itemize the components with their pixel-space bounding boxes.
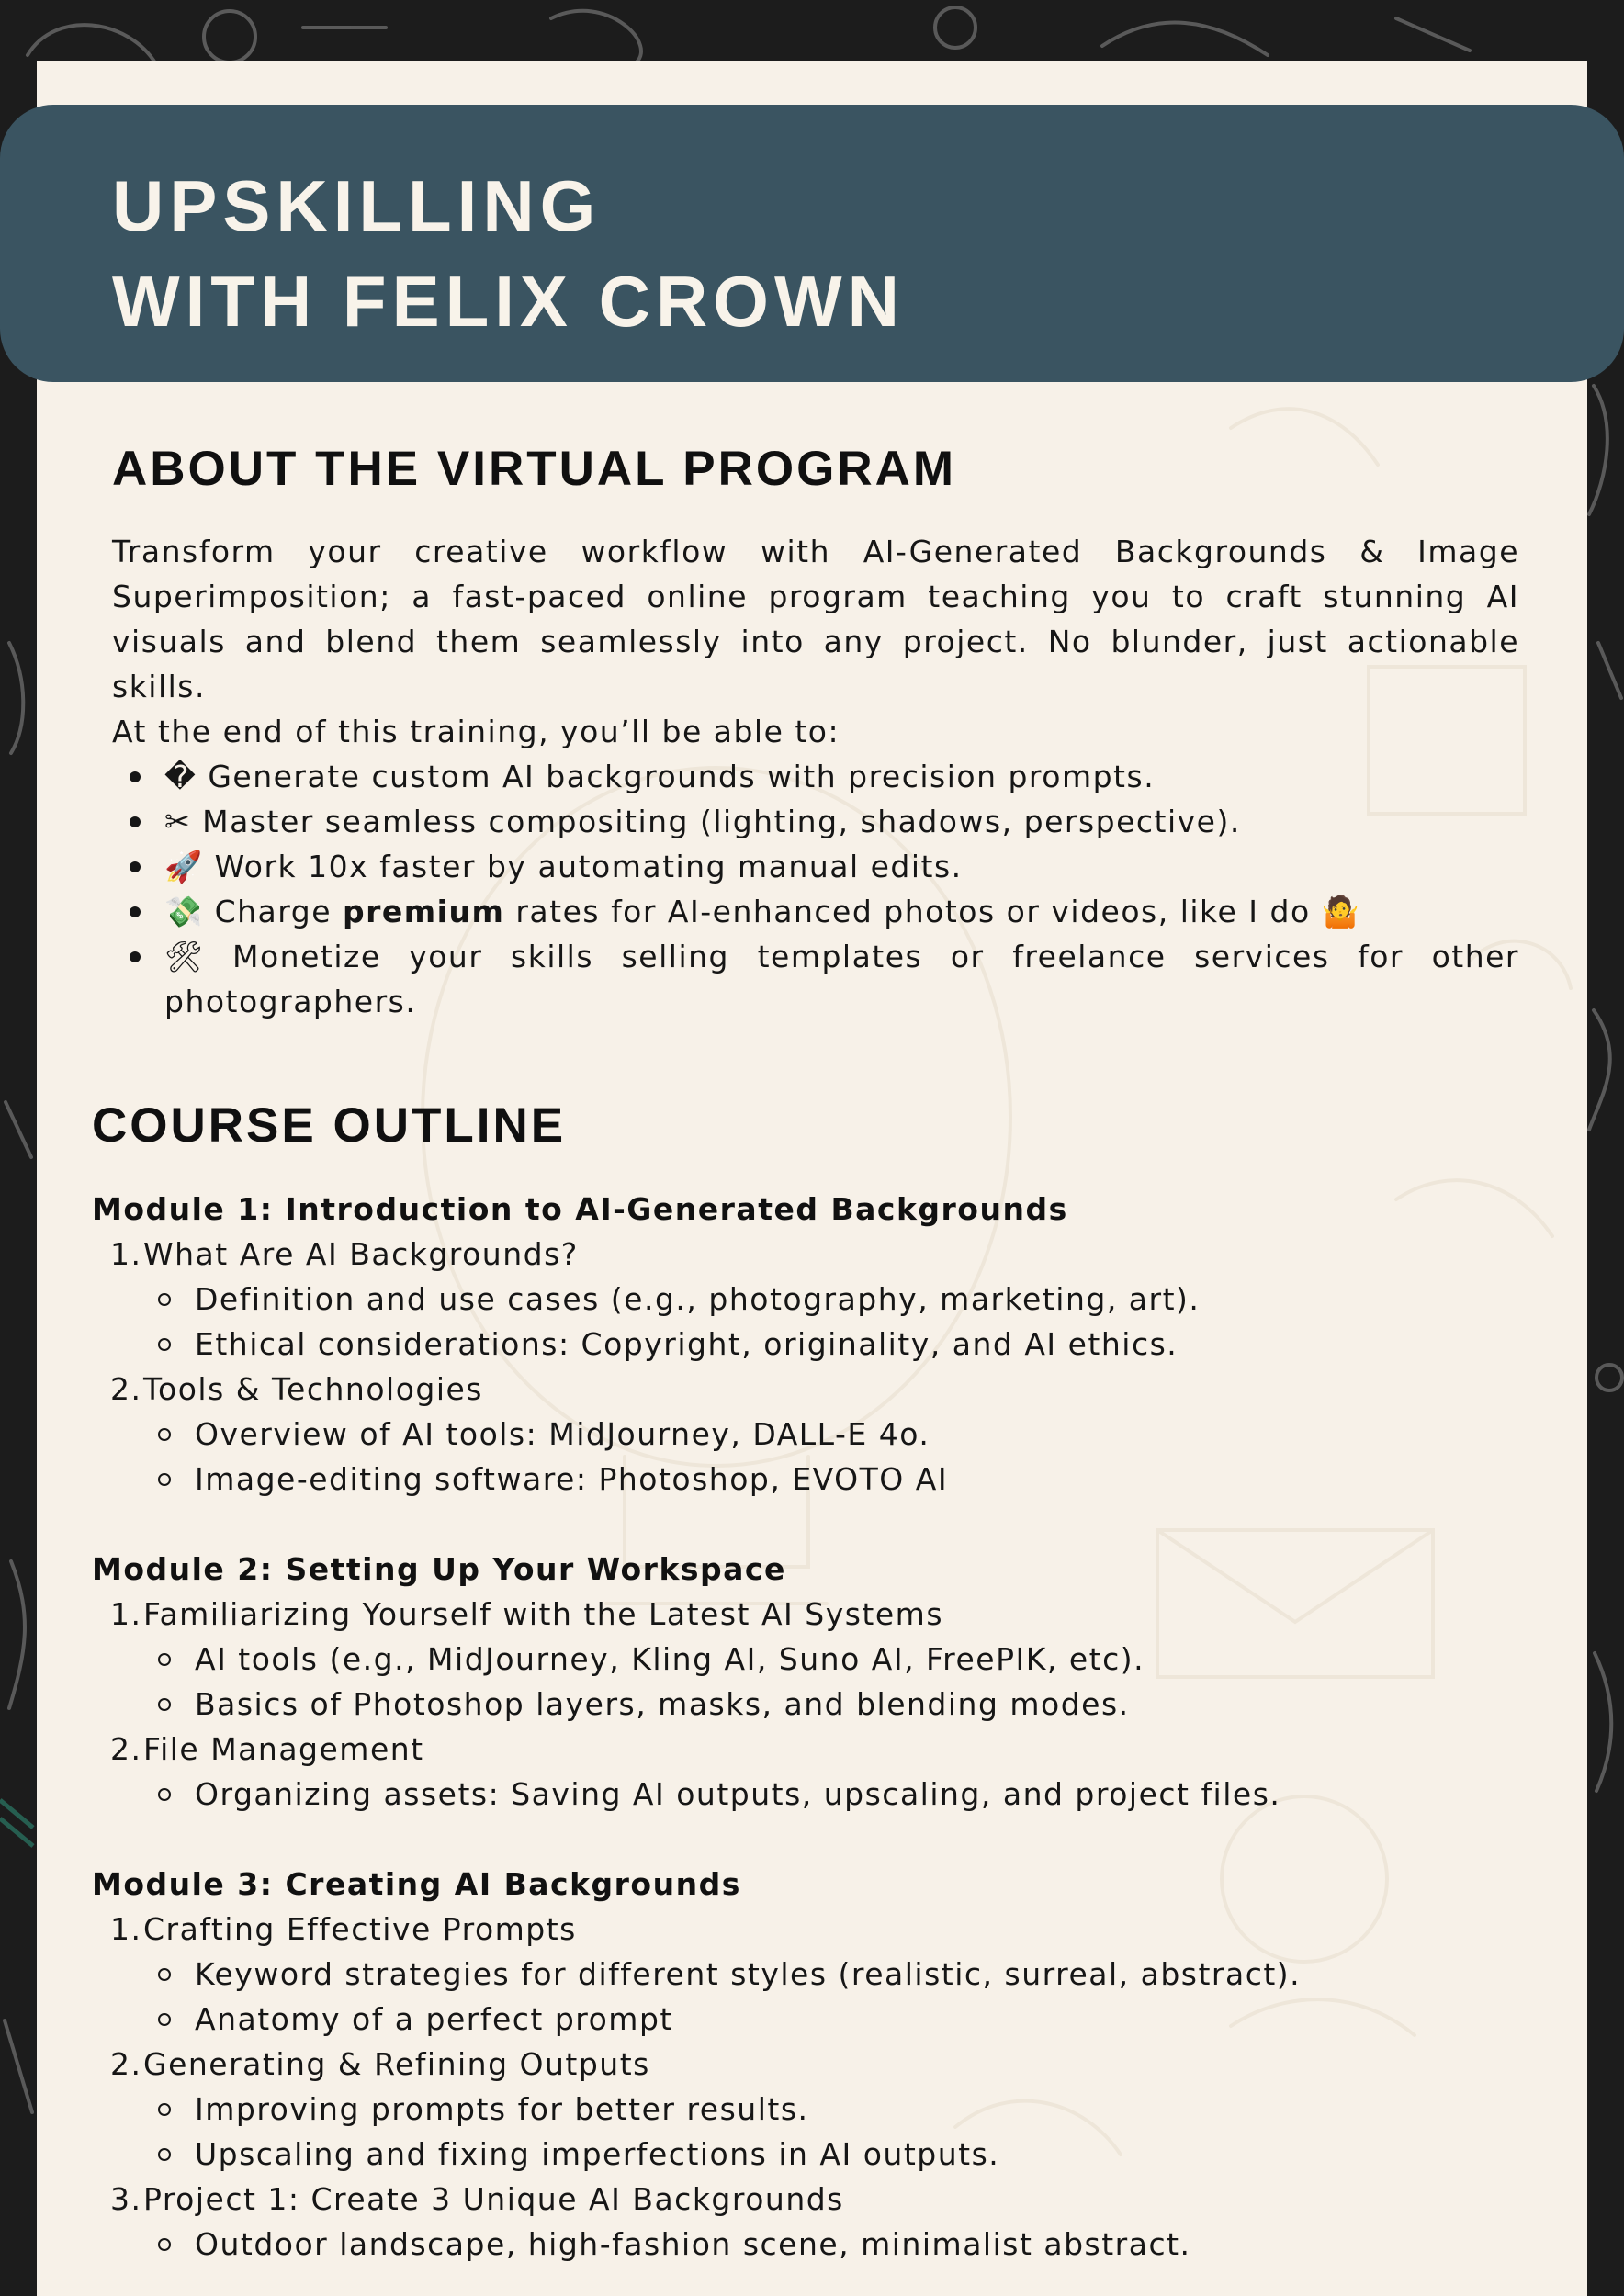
subtopic-item: Definition and use cases (e.g., photography, marketing, art). bbox=[92, 1277, 1525, 1322]
module-3 bbox=[92, 1862, 1525, 2267]
course-outline-heading: COURSE OUTLINE bbox=[92, 1098, 567, 1153]
topic-number: 1. bbox=[110, 1236, 142, 1272]
money-wings-icon: 💸 bbox=[164, 894, 204, 929]
outcomes-list bbox=[112, 754, 1519, 1024]
topic-label: Familiarizing Yourself with the Latest AI Systems bbox=[143, 1596, 944, 1632]
rocket-icon: 🚀 bbox=[164, 849, 204, 884]
banner-title-line-1: UPSKILLING bbox=[112, 165, 602, 246]
module-1 bbox=[92, 1187, 1525, 1502]
subtopic-item: Keyword strategies for different styles (realistic, surreal, abstract). bbox=[92, 1952, 1525, 1997]
topic-label: Generating & Refining Outputs bbox=[143, 2046, 650, 2082]
outcome-text-start: Charge bbox=[203, 894, 343, 929]
scissors-icon: ✂ bbox=[164, 804, 192, 839]
about-intro-paragraph: Transform your creative workflow with AI-Generated Backgrounds & Image Superimposition; a fast-paced online program teaching you to craft stunning AI visuals and blend them seamlessly into any project. No blunder, just actionable skills. bbox=[112, 534, 1519, 704]
outcome-item bbox=[112, 889, 1519, 934]
module-title: Module 3: Creating AI Backgrounds bbox=[92, 1866, 741, 1902]
topic-number: 3. bbox=[110, 2181, 142, 2217]
topic-item bbox=[92, 1367, 1525, 1412]
topic-item bbox=[92, 1727, 1525, 1772]
subtopic-item: Overview of AI tools: MidJourney, DALL-E 4o. bbox=[92, 1412, 1525, 1457]
subtopic-item: Improving prompts for better results. bbox=[92, 2087, 1525, 2132]
topic-item bbox=[92, 1907, 1525, 1952]
topic-label: Crafting Effective Prompts bbox=[143, 1911, 577, 1947]
outcome-text: Master seamless compositing (lighting, shadows, perspective). bbox=[191, 804, 1241, 839]
outcome-text: Monetize your skills selling templates or freelance services for other photographers. bbox=[164, 939, 1519, 1019]
shrug-person-icon: 🤷 bbox=[1321, 894, 1361, 929]
subtopic-item: Organizing assets: Saving AI outputs, upscaling, and project files. bbox=[92, 1772, 1525, 1817]
topic-item bbox=[92, 2042, 1525, 2087]
topic-number: 2. bbox=[110, 1371, 142, 1407]
subtopic-item: Ethical considerations: Copyright, originality, and AI ethics. bbox=[92, 1322, 1525, 1367]
outcome-text: Generate custom AI backgrounds with precision prompts. bbox=[197, 759, 1156, 794]
subtopic-item: Basics of Photoshop layers, masks, and blending modes. bbox=[92, 1682, 1525, 1727]
subtopic-item: Upscaling and fixing imperfections in AI outputs. bbox=[92, 2132, 1525, 2177]
topic-number: 1. bbox=[110, 1911, 142, 1947]
outcome-bold-word: premium bbox=[343, 894, 505, 929]
subtopic-item: Anatomy of a perfect prompt bbox=[92, 1997, 1525, 2042]
topic-label: File Management bbox=[143, 1731, 424, 1767]
tools-icon: 🛠 bbox=[164, 939, 205, 974]
topic-number: 1. bbox=[110, 1596, 142, 1632]
topic-item bbox=[92, 1232, 1525, 1277]
outcome-text-end: rates for AI-enhanced photos or videos, like I do bbox=[504, 894, 1322, 929]
topic-item bbox=[92, 1592, 1525, 1637]
subtopic-item: Outdoor landscape, high-fashion scene, minimalist abstract. bbox=[92, 2222, 1525, 2267]
topic-number: 2. bbox=[110, 1731, 142, 1767]
outcome-item bbox=[112, 799, 1519, 844]
topic-number: 2. bbox=[110, 2046, 142, 2082]
replacement-character-icon: � bbox=[164, 759, 197, 794]
outcomes-lead-in: At the end of this training, you’ll be able to: bbox=[112, 714, 840, 749]
topic-item bbox=[92, 2177, 1525, 2222]
outcome-item bbox=[112, 754, 1519, 799]
subtopic-item: AI tools (e.g., MidJourney, Kling AI, Suno AI, FreePIK, etc). bbox=[92, 1637, 1525, 1682]
topic-label: Tools & Technologies bbox=[143, 1371, 483, 1407]
about-heading: ABOUT THE VIRTUAL PROGRAM bbox=[112, 442, 957, 496]
module-title: Module 1: Introduction to AI-Generated Backgrounds bbox=[92, 1191, 1068, 1227]
subtopic-item: Image-editing software: Photoshop, EVOTO AI bbox=[92, 1457, 1525, 1502]
outcome-item bbox=[112, 934, 1519, 1024]
outcome-text: Work 10x faster by automating manual edits. bbox=[203, 849, 963, 884]
module-2 bbox=[92, 1547, 1525, 1817]
module-title: Module 2: Setting Up Your Workspace bbox=[92, 1551, 786, 1587]
outcome-item bbox=[112, 844, 1519, 889]
banner-title-line-2: WITH FELIX CROWN bbox=[112, 261, 905, 342]
topic-label: Project 1: Create 3 Unique AI Backgrounds bbox=[143, 2181, 844, 2217]
topic-label: What Are AI Backgrounds? bbox=[143, 1236, 579, 1272]
